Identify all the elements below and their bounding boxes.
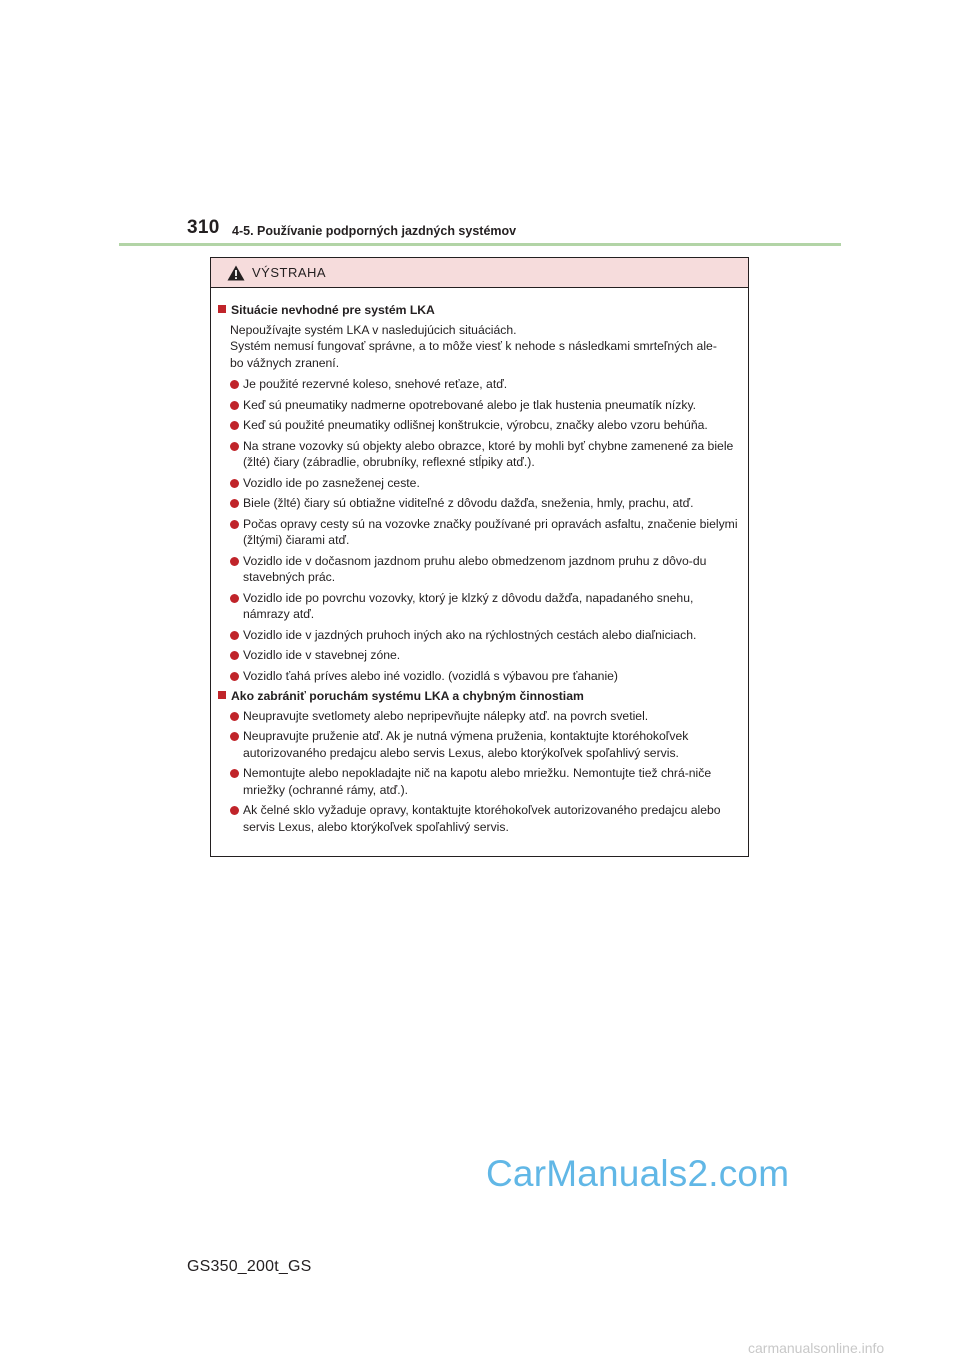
round-bullet-icon: [230, 712, 239, 721]
section-title: 4-5. Používanie podporných jazdných systémov: [232, 224, 517, 238]
list-item: [230, 475, 740, 492]
list-item-text: Ak čelné sklo vyžaduje opravy, kontaktujte ktoréhokoľvek autorizovaného predajcu alebo servis Lexus, alebo ktorýkoľvek spoľahlivý servis.: [243, 803, 721, 834]
footer-model: GS350_200t_GS: [187, 1258, 312, 1275]
page-number: 310: [187, 217, 220, 238]
section-intro: [230, 322, 740, 372]
list-item-text: Počas opravy cesty sú na vozovke značky používané pri opravách asfaltu, značenie bielymi (žltými) čiarami atď.: [243, 516, 738, 547]
warning-header: [211, 258, 748, 288]
round-bullet-icon: [230, 442, 239, 451]
list-item-text: Vozidlo ide v stavebnej zóne.: [243, 648, 401, 662]
list-item: [230, 376, 740, 393]
round-bullet-icon: [230, 401, 239, 410]
list-item: [230, 438, 740, 471]
header-divider: [119, 243, 841, 246]
list-item-text: Je použité rezervné koleso, snehové reťaze, atď.: [243, 377, 508, 391]
watermark-bottom: carmanualsonline.info: [748, 1340, 885, 1356]
intro-line: Systém nemusí fungovať správne, a to môže viesť k nehode s následkami smrteľných ale-: [230, 339, 717, 353]
list-item: [230, 553, 740, 586]
square-bullet-icon: [218, 691, 226, 699]
watermark-logo: CarManuals2.com: [486, 1153, 790, 1194]
list-item-text: Na strane vozovky sú objekty alebo obrazce, ktoré by mohli byť chybne zamenené za biele (žlté) čiary (zábradlie, obrubníky, reflexné stĺpiky atď.).: [243, 438, 734, 469]
list-item: [230, 708, 740, 725]
list-item-text: Vozidlo ide v jazdných pruhoch iných ako na rýchlostných cestách alebo diaľniciach.: [243, 627, 697, 642]
list-item-text: Keď sú pneumatiky nadmerne opotrebované alebo je tlak hustenia pneumatík nízky.: [243, 397, 697, 412]
section-heading: [218, 688, 740, 705]
list-item: [230, 495, 740, 512]
bullet-list: [218, 376, 740, 684]
list-item: [230, 728, 740, 761]
list-item: [230, 397, 740, 414]
list-item: [230, 516, 740, 549]
list-item: [230, 802, 740, 835]
list-item-text: Vozidlo ide v dočasnom jazdnom pruhu alebo obmedzenom jazdnom pruhu z dôvo-du stavebných prác.: [243, 553, 707, 584]
warning-triangle-icon: [227, 265, 245, 281]
round-bullet-icon: [230, 594, 239, 603]
list-item-text: Biele (žlté) čiary sú obtiažne viditeľné z dôvodu dažďa, sneženia, hmly, prachu, atď.: [243, 496, 694, 510]
list-item-text: Vozidlo ide po zasneženej ceste.: [243, 475, 420, 490]
round-bullet-icon: [230, 520, 239, 529]
intro-line: Nepoužívajte systém LKA v nasledujúcich situáciách.: [230, 322, 517, 337]
round-bullet-icon: [230, 421, 239, 430]
round-bullet-icon: [230, 651, 239, 660]
round-bullet-icon: [230, 479, 239, 488]
round-bullet-icon: [230, 769, 239, 778]
list-item: [230, 765, 740, 798]
list-item-text: Neupravujte svetlomety alebo nepripevňujte nálepky atď. na povrch svetiel.: [243, 708, 649, 723]
list-item-text: Vozidlo ťahá príves alebo iné vozidlo. (vozidlá s výbavou pre ťahanie): [243, 668, 618, 683]
round-bullet-icon: [230, 380, 239, 389]
list-item-text: Vozidlo ide po povrchu vozovky, ktorý je klzký z dôvodu dažďa, napadaného snehu, námrazy atď.: [243, 590, 694, 621]
list-item: [230, 627, 740, 644]
round-bullet-icon: [230, 557, 239, 566]
list-item-text: Neupravujte pruženie atď. Ak je nutná výmena pruženia, kontaktujte ktoréhokoľvek autorizovaného predajcu alebo servis Lexus, alebo ktorýkoľvek spoľahlivý servis.: [243, 729, 689, 760]
round-bullet-icon: [230, 631, 239, 640]
list-item: [230, 590, 740, 623]
list-item: [230, 647, 740, 664]
round-bullet-icon: [230, 672, 239, 681]
list-item: [230, 417, 740, 434]
list-item: [230, 668, 740, 685]
round-bullet-icon: [230, 732, 239, 741]
bullet-list: [218, 708, 740, 836]
round-bullet-icon: [230, 806, 239, 815]
intro-line: bo vážnych zranení.: [230, 355, 340, 370]
section-heading-text: Ako zabrániť poruchám systému LKA a chybným činnostiam: [231, 689, 584, 703]
warning-title: VÝSTRAHA: [252, 265, 327, 280]
square-bullet-icon: [218, 305, 226, 313]
section-heading: [218, 302, 740, 319]
section-heading-text: Situácie nevhodné pre systém LKA: [231, 303, 435, 317]
round-bullet-icon: [230, 499, 239, 508]
list-item-text: Keď sú použité pneumatiky odlišnej konštrukcie, výrobcu, značky alebo vzoru behúňa.: [243, 418, 708, 432]
warning-content: [211, 288, 748, 835]
warning-box: [210, 257, 749, 857]
list-item-text: Nemontujte alebo nepokladajte nič na kapotu alebo mriežku. Nemontujte tiež chrá-niče mriežky (ochranné rámy, atď.).: [243, 766, 712, 797]
